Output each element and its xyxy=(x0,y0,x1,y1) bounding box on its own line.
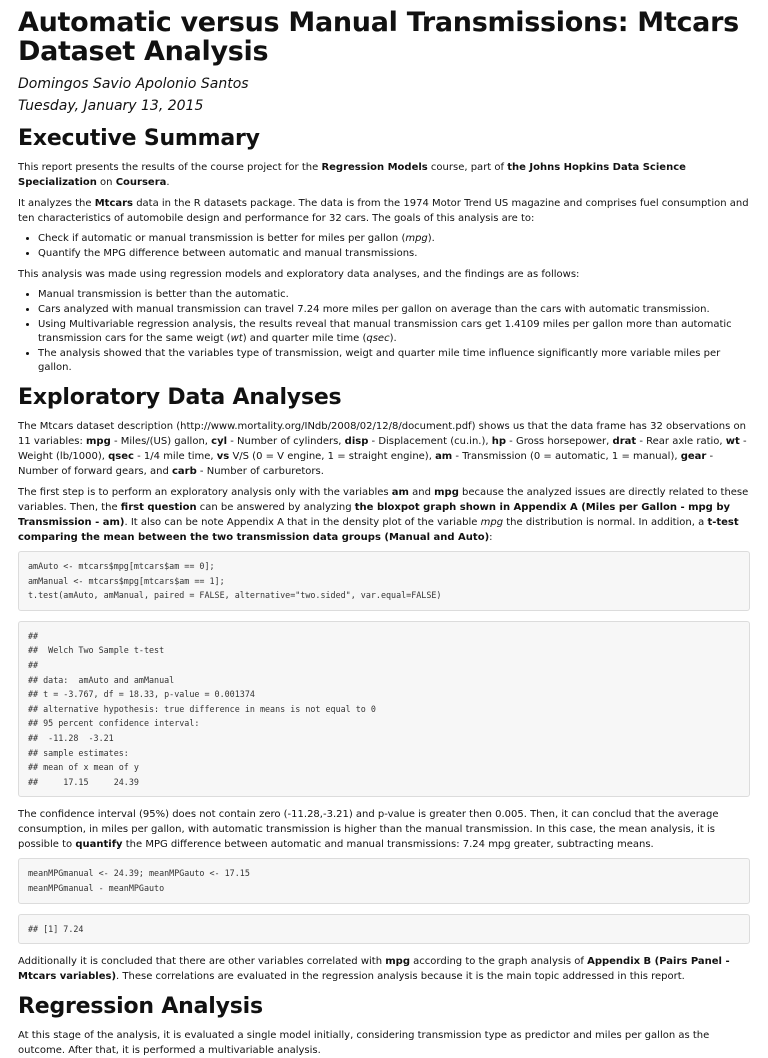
eda-paragraph-2: The first step is to perform an exploratory analysis only with the variables am and mpg because the analyzed issues are directly related to these variables. Then, the first question can be answered by analyzing the bloxpot graph shown in Appendix A (Miles per Gallon - mpg by Transmission - am). It also can be note Appendix A that in the density plot of the variable mpg the distribution is normal. In addition, a t-test comparing the mean between the two transmission data groups (Manual and Auto): xyxy=(18,487,749,543)
regression-analysis-heading: Regression Analysis xyxy=(18,994,263,1020)
list-item: • Using Multivariable regression analysis, the results reveal that manual transmission cars get 1.4109 miles per gallon more than automatic transmission cars for the same weigt (wt) and quarter mile time (qsec). xyxy=(38,318,750,346)
regression-paragraph-1: At this stage of the analysis, it is evaluated a single model initially, considering transmission type as predictor and miles per gallon as the outcome. After that, it is performed a multivariable analysis. xyxy=(18,1030,710,1057)
document-title: Automatic versus Manual Transmissions: Mtcars Dataset Analysis xyxy=(18,7,739,67)
eda-paragraph-4: Additionally it is concluded that there are other variables correlated with mpg according to the graph analysis of Appendix B (Pairs Panel - Mtcars variables). These correlations are evaluated in the regression analysis because it is the main topic addressed in this report. xyxy=(18,956,730,983)
list-item: • Manual transmission is better than the automatic. xyxy=(38,288,750,302)
exec-summary-paragraph-3: This analysis was made using regression models and exploratory data analyses, and the findings are as follows: xyxy=(18,269,580,280)
goals-list xyxy=(18,232,750,261)
output-block-ttest: ## ## Welch Two Sample t-test ## ## data: amAuto and amManual ## t = -3.767, df = 18.33, p-value = 0.001374 ## alternative hypothesis: true difference in means is not equal to 0 ## 95 percent confidence interval: ## -11.28 -3.21 ## sample estimates: ## mean of x mean of y ## 17.15 24.39 xyxy=(18,621,750,798)
code-block-ttest: amAuto <- mtcars$mpg[mtcars$am == 0]; amManual <- mtcars$mpg[mtcars$am == 1]; t.test(amAuto, amManual, paired = FALSE, alternative="two.sided", var.equal=FALSE) xyxy=(18,551,750,611)
exec-summary-paragraph-2: It analyzes the Mtcars data in the R datasets package. The data is from the 1974 Motor Trend US magazine and comprises fuel consumption and ten characteristics of automobile design and performance for 32 cars. The goals of this analysis are to: xyxy=(18,198,749,224)
exploratory-data-analyses-heading: Exploratory Data Analyses xyxy=(18,385,342,410)
code-block-mean-diff: meanMPGmanual <- 24.39; meanMPGauto <- 17.15 meanMPGmanual - meanMPGauto xyxy=(18,858,750,903)
document-date: Tuesday, January 13, 2015 xyxy=(18,98,204,114)
list-item: • Cars analyzed with manual transmission can travel 7.24 more miles per gallon on average than the cars with automatic transmission. xyxy=(38,303,750,317)
list-item: • Quantify the MPG difference between automatic and manual transmissions. xyxy=(38,247,750,261)
eda-paragraph-1: The Mtcars dataset description (http://www.mortality.org/INdb/2008/02/12/8/document.pdf) shows us that the data frame has 32 observations on 11 variables: mpg - Miles/(US) gallon, cyl - Number of cylinders, disp - Displacement (cu.in.), hp - Gross horsepower, drat - Rear axle ratio, wt - Weight (lb/1000), qsec - 1/4 mile time, vs V/S (0 = V engine, 1 = straight engine), am - Transmission (0 = automatic, 1 = manual), gear - Number of forward gears, and carb - Number of carburetors. xyxy=(18,421,747,477)
findings-list xyxy=(18,288,750,375)
eda-paragraph-3: The confidence interval (95%) does not contain zero (-11.28,-3.21) and p-value is greater then 0.005. Then, it can conclud that the average consumption, in miles per gallon, with automatic transmission is higher than the manual transmission. In this case, the mean analysis, it is possible to quantify the MPG difference between automatic and manual transmissions: 7.24 mpg greater, subtracting means. xyxy=(18,809,719,851)
executive-summary-heading: Executive Summary xyxy=(18,126,260,151)
exec-summary-paragraph-1: This report presents the results of the course project for the Regression Models course, part of the Johns Hopkins Data Science Specialization on Coursera. xyxy=(18,162,686,188)
list-item: • Check if automatic or manual transmission is better for miles per gallon (mpg). xyxy=(38,232,750,246)
author-name: Domingos Savio Apolonio Santos xyxy=(18,76,249,92)
output-block-mean-diff: ## [1] 7.24 xyxy=(18,914,750,945)
list-item: • The analysis showed that the variables type of transmission, weigt and quarter mile time influence significantly more variable miles per gallon. xyxy=(38,347,750,375)
